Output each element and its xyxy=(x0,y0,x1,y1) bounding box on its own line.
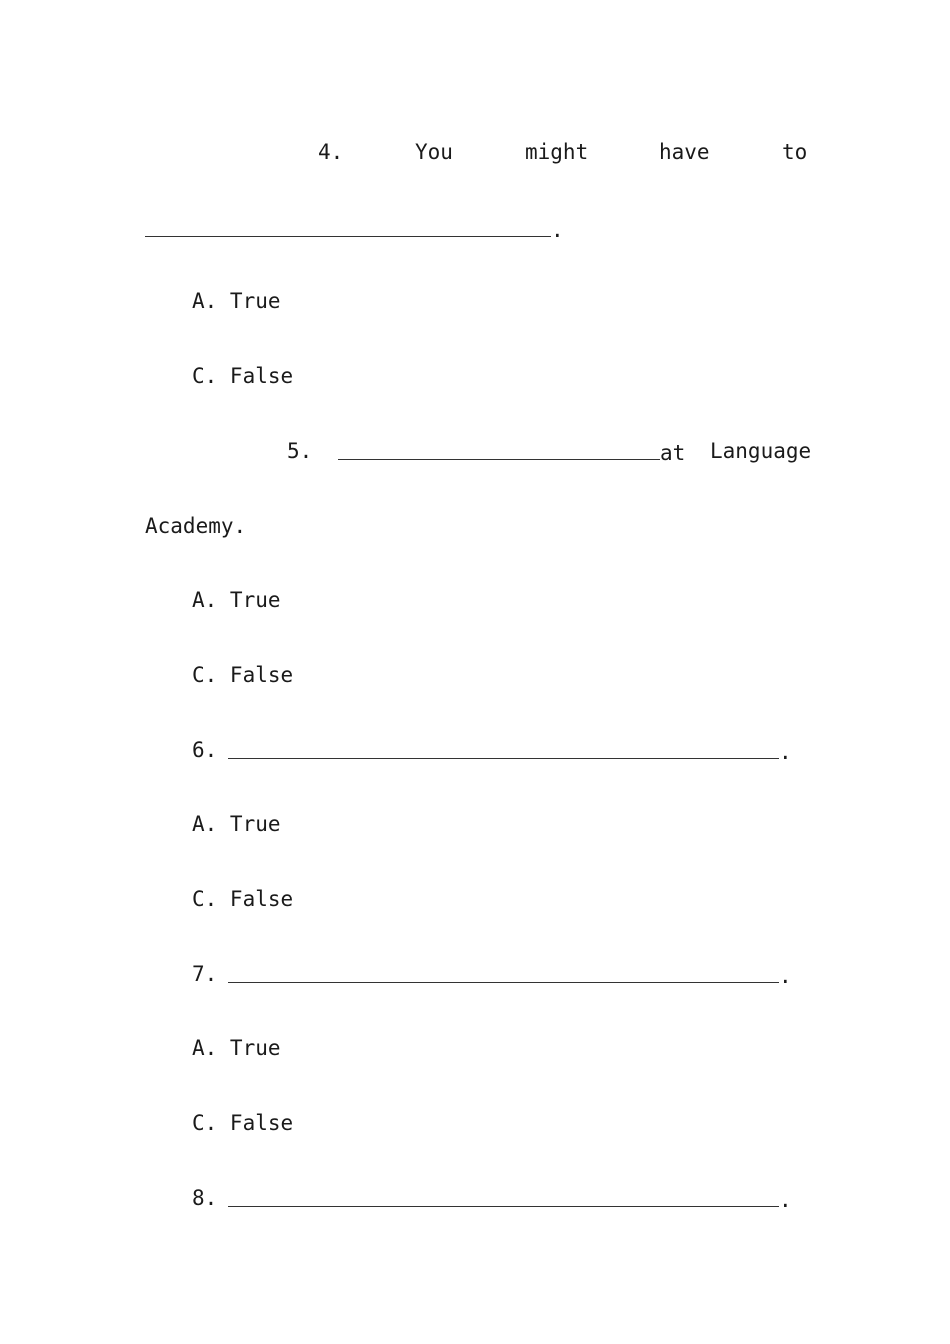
question-5-continuation-line xyxy=(145,512,246,540)
option-label: C. False xyxy=(192,1111,294,1135)
option-label: C. False xyxy=(192,663,294,687)
option-label: C. False xyxy=(192,364,294,388)
question-7-option-a[interactable] xyxy=(192,1034,281,1062)
question-4-line xyxy=(318,138,343,166)
question-7-number: 7. xyxy=(192,962,218,986)
question-6-number: 6. xyxy=(192,738,218,762)
option-label: A. True xyxy=(192,588,281,612)
question-4-word-to: to xyxy=(782,140,808,164)
question-4-word-3 xyxy=(659,138,710,166)
question-6-option-a[interactable] xyxy=(192,810,281,838)
question-6-end: . xyxy=(779,740,792,764)
question-4-word-1 xyxy=(415,138,453,166)
question-8-line xyxy=(192,1184,217,1212)
question-4-option-a[interactable] xyxy=(192,287,281,315)
question-4-word-have: have xyxy=(659,140,710,164)
question-4-word-4 xyxy=(782,138,807,166)
answer-blank-5[interactable] xyxy=(338,437,660,460)
question-4-word-2 xyxy=(525,138,588,166)
question-8-end: . xyxy=(779,1188,792,1212)
question-4-word-might: might xyxy=(525,140,589,164)
question-4-end: . xyxy=(551,218,564,242)
question-4-option-c[interactable] xyxy=(192,362,293,390)
question-8-blank-line xyxy=(228,1184,792,1214)
question-7-line xyxy=(192,960,217,988)
question-8-number: 8. xyxy=(192,1186,218,1210)
question-6-line xyxy=(192,736,217,764)
answer-blank-4[interactable] xyxy=(145,214,551,237)
question-5-option-c[interactable] xyxy=(192,661,293,689)
question-5-blank-line xyxy=(338,437,685,467)
option-label: A. True xyxy=(192,812,281,836)
question-7-blank-line xyxy=(228,960,792,990)
question-5-option-a[interactable] xyxy=(192,586,281,614)
question-5-suffix-at: at xyxy=(660,441,686,465)
question-4-word-you: You xyxy=(415,140,453,164)
question-7-option-c[interactable] xyxy=(192,1109,293,1137)
question-5-continuation: Academy. xyxy=(145,514,247,538)
answer-blank-6[interactable] xyxy=(228,736,779,759)
question-5-suffix-line xyxy=(710,437,811,465)
answer-blank-7[interactable] xyxy=(228,960,779,983)
question-5-suffix-language: Language xyxy=(710,439,812,463)
option-label: C. False xyxy=(192,887,294,911)
question-6-option-c[interactable] xyxy=(192,885,293,913)
question-4-number: 4. xyxy=(318,140,344,164)
option-label: A. True xyxy=(192,1036,281,1060)
question-5-number: 5. xyxy=(287,439,313,463)
question-7-end: . xyxy=(779,964,792,988)
question-4-blank-line xyxy=(145,214,564,244)
answer-blank-8[interactable] xyxy=(228,1184,779,1207)
option-label: A. True xyxy=(192,289,281,313)
question-5-number-line xyxy=(287,437,312,465)
question-6-blank-line xyxy=(228,736,792,766)
